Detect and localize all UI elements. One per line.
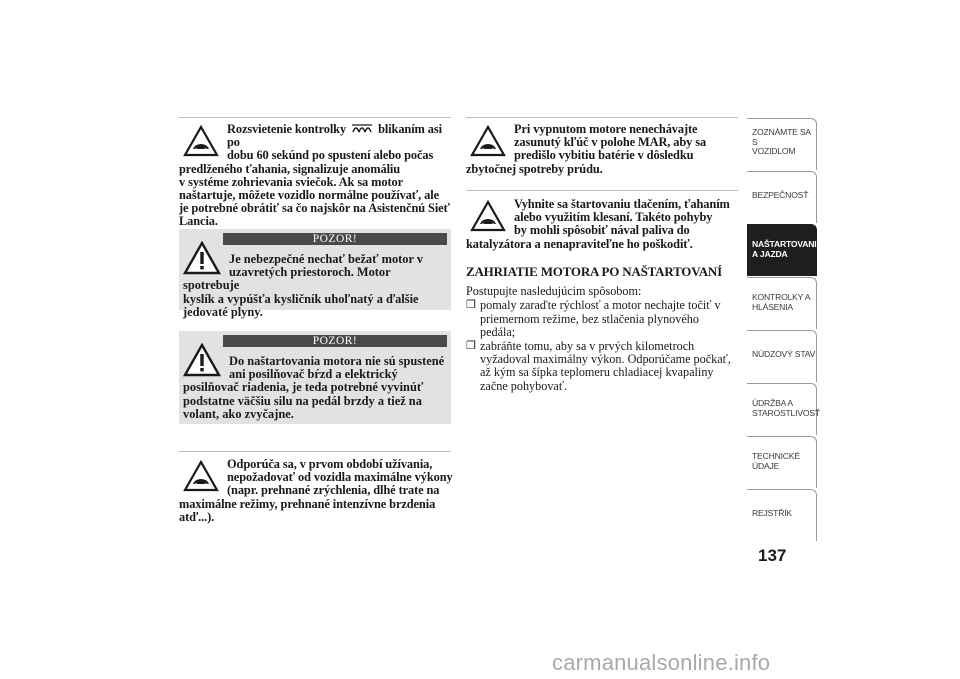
warning-line: podstatne väčšiu silu na pedál brzdy a tiež na [183,393,422,408]
note-push-start [466,198,738,251]
divider [179,451,451,452]
list-item: ❒ pomaly zaraďte rýchlosť a motor nechajte točiť v priemernom režime, bez stlačenia plynového pedála; [466,298,721,340]
note-line: katalyzátora a nenapraviteľne ho poškodiť. [466,236,693,251]
car-warning-triangle-icon [183,125,219,157]
tab-technical-data[interactable]: TECHNICKÉ ÚDAJE [747,436,817,488]
note-glow-plug [179,123,455,229]
bullet-list [466,299,738,393]
exclamation-triangle-icon [183,241,221,275]
warning-line: kyslík a vypúšťa kysličník uhoľnatý a ďalšie [183,291,419,306]
checkbox-bullet-icon: ❒ [466,339,476,352]
note-line: alebo využitím klesaní. Takéto pohyby [514,210,713,225]
note-line: Pri vypnutom motore nenechávajte [514,122,698,136]
warning-line: jedovaté plyny. [183,304,263,319]
divider [179,117,451,118]
note-line: nepožadovať od vozidla maximálne výkony [227,470,453,485]
warning-box-brakes [179,331,451,424]
exclamation-triangle-icon [183,343,221,377]
intro-text: Postupujte nasledujúcim spôsobom: [466,284,642,298]
watermark: carmanualsonline.info [552,650,771,675]
checkbox-bullet-icon: ❒ [466,299,476,312]
note-line: Lancia. [179,214,218,229]
note-line: Odporúča sa, v prvom období užívania, [227,457,433,471]
section-title: ZAHRIATIE MOTORA PO NAŠTARTOVANÍ [466,264,722,279]
note-line: je potrebné obrátiť sa čo najskôr na Asistenčnú Sieť [179,201,450,216]
warning-line: posilňovač riadenia, je teda potrebné vyvinúť [183,380,424,395]
warning-line: Do naštartovania motora nie sú spustené [229,354,445,368]
note-line: (napr. prehnané zrýchlenia, dlhé trate na [227,483,440,498]
warning-line: volant, ako zvyčajne. [183,406,294,421]
warning-line: Je nebezpečné nechať bežať motor v [229,252,424,266]
warning-line: ani posilňovač bŕzd a elektrický [229,367,398,382]
divider [466,117,738,118]
section-body [466,285,738,393]
note-line: zbytočnej spotreby prúdu. [466,161,603,176]
car-warning-triangle-icon [470,125,506,157]
divider [466,190,738,191]
page-number: 137 [758,546,787,565]
tab-maintenance[interactable]: ÚDRŽBA A STAROSTLIVOSŤ [747,383,817,435]
list-item: ❒ zabráňte tomu, aby sa v prvých kilometroch vyžadoval maximálny výkon. Odporúčame počkať, až kým sa šípka teplomeru chladiacej kvapaliny začne pohybovať. [466,338,731,393]
note-line: naštartuje, môžete vozidlo normálne používať, ale [179,188,439,203]
note-line: predišlo vybitiu batérie v dôsledku [514,148,694,163]
note-line: atď...). [179,509,215,524]
note-line: maximálne režimy, prehnané intenzívne brzdenia [179,496,436,511]
car-warning-triangle-icon [470,200,506,232]
note-line: by mohli spôsobiť nával paliva do [514,223,690,238]
note-line: Vyhnite sa štartovaniu tlačením, ťahaním [514,197,730,211]
warning-box-exhaust [179,229,451,319]
note-line: blikaním asi po [227,122,442,150]
note-line: v systéme zohrievania sviečok. Ak sa motor [179,174,403,189]
note-key-position [466,123,738,176]
note-first-use [179,458,455,524]
note-line: zasunutý kľúč v polohe MAR, aby sa [514,135,707,150]
tab-safety[interactable]: BEZPEČNOSŤ [747,171,817,223]
warning-title: POZOR! [223,335,447,347]
note-line: dobu 60 sekúnd po spustení alebo počas [227,148,434,163]
warning-line: uzavretých priestoroch. Motor spotrebuje [183,265,391,293]
tab-starting-driving[interactable]: NAŠTARTOVANIE A JAZDA [747,224,817,276]
tab-emergency[interactable]: NÚDZOVÝ STAV [747,330,817,382]
glow-plug-icon [351,123,373,134]
tab-vehicle-intro[interactable]: ZOZNÁMTE SA S VOZIDLOM [747,118,817,170]
warning-title: POZOR! [223,233,447,245]
car-warning-triangle-icon [183,460,219,492]
note-line: predlženého ťahania, signalizuje anomáliu [179,161,401,176]
note-line: Rozsvietenie kontrolky [227,122,347,136]
tab-index[interactable]: REJSTŘÍK [747,489,817,541]
tab-warning-lights[interactable]: KONTROLKY A HLÁSENIA [747,277,817,329]
